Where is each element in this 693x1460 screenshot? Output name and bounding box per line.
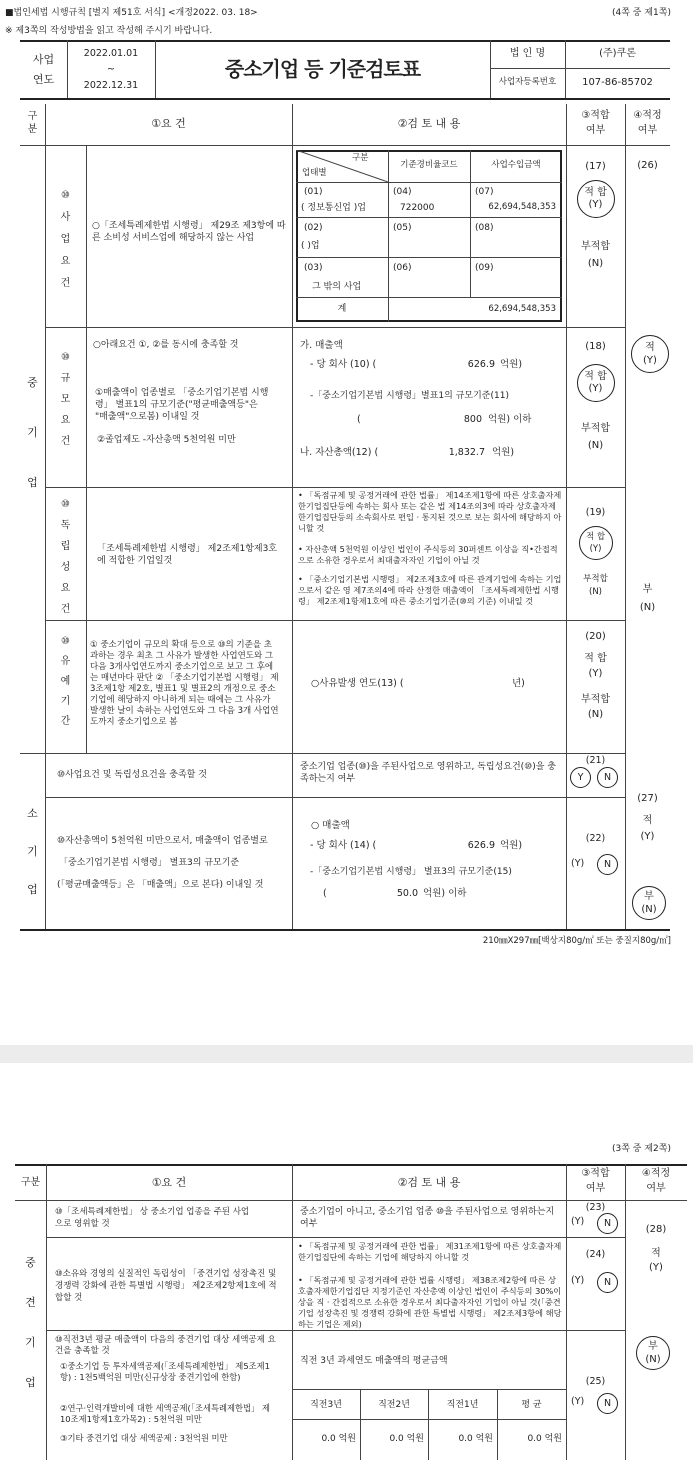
small-eligible: (27) 적 (Y) xyxy=(637,793,658,842)
write-note: ※ 제3쪽의 작성방법을 읽고 작성해 주시기 바랍니다. xyxy=(5,26,213,36)
s105-fit-no: (21) xyxy=(585,755,606,766)
page-number: (4쪽 중 제1쪽) xyxy=(612,8,671,18)
s108-bullet-2: • 「독점규제 및 공정거래에 관한 법률 시행령」 제38조제2항에 따른 상호출자제한기업집단 지정기준인 자산총액 이상인 법인이 주식등의 30%이상을 직 · 간접적으로 소유한 경우로서 최다출자자인 기업이 아닐 것(「중견기업 성장촉진 및 경쟁력 강화에 관한 특별법 시행령」 제2조제3항에 해당하는 기업은 제외) xyxy=(298,1275,562,1329)
col-fit: ③적합 여부 xyxy=(581,110,610,136)
col-gubun: 구 분 xyxy=(27,111,38,135)
s103-fit: (19) 적 합 (Y) 부적합 (N) xyxy=(566,507,625,599)
col-gubun: 구분 xyxy=(20,1177,41,1188)
s103-requirement: 「조세특례제한법 시행령」 제2조제1항제3호에 적합한 기업일것 xyxy=(97,544,278,567)
side-small: 소 기 업 xyxy=(27,807,38,896)
s105-y-mark: Y xyxy=(570,767,591,788)
s107-review: 중소기업이 아니고, 중소기업 업종 ⑩을 주된사업으로 영위하는지 여부 xyxy=(300,1207,555,1229)
s107-n-mark: N xyxy=(597,1213,618,1234)
s105-review: 중소기업 업종(⑩)을 주된사업으로 영위하고, 독립성요건(⑩)을 충족하는지 여부 xyxy=(300,762,557,784)
s101-sales: 62,694,548,353 xyxy=(488,202,556,212)
s105-requirement: ⑩사업요건 및 독립성요건을 충족할 것 xyxy=(57,770,207,780)
s109-req-1: ①중소기업 등 투자세액공제(「조세특례제한법」 제5조제1항) : 1천5백억원 미만(신규상장 중견기업에 한함) xyxy=(60,1361,270,1382)
s101-total: 62,694,548,353 xyxy=(488,304,556,314)
s107-requirement: ⑩「조세특례제한법」 상 중소기업 업종을 주된 사업으로 영위할 것 xyxy=(55,1207,250,1229)
form-rule: ■법인세법 시행규칙 [별지 제51호 서식] <개정2022. 03. 18> xyxy=(5,8,258,18)
s109-review: 직전 3년 과세연도 매출액의 평균금액 xyxy=(300,1356,448,1366)
fit-yes-mark: 적 합 (Y) xyxy=(577,180,615,218)
s103-label: ⑩ 독 립 성 요 건 xyxy=(60,499,71,615)
s101-requirement: ○「조세특례제한법 시행령」 제29조 제3항에 따른 소비성 서비스업에 해당하지 않는 사업 xyxy=(92,221,286,244)
sme-eligible-no: (26) xyxy=(637,160,658,171)
col-eligible: ④적정 여부 xyxy=(641,1168,671,1194)
biz-year-label: 사업 연도 xyxy=(32,53,55,86)
s106-fit-no: (22) xyxy=(585,833,606,844)
s106-req-2: 「중소기업기본법 시행령」 별표3의 규모기준 xyxy=(59,858,240,868)
biz-period: 2022.01.01 ~ 2022.12.31 xyxy=(67,46,155,94)
biz-no-label: 사업자등록번호 xyxy=(498,77,557,87)
s107-y: (Y) xyxy=(571,1216,585,1227)
s101-label: ⑩ 사 업 요 건 xyxy=(60,190,71,289)
form-title: 중소기업 등 기준검토표 xyxy=(224,57,421,81)
s102-sales: 626.9 xyxy=(467,359,495,370)
s109-y: (Y) xyxy=(571,1396,585,1407)
page-2: (3쪽 중 제2쪽) 구분 ①요 건 ②검 토 내 용 ③적합 여부 ④적정 여부 중 견 기 업 ⑩「조세특례제한법」 상 중소기업 업종을 주된 사업으로 영위할 것 중소기업이 아니고, 중소기업 업종 ⑩을 주된사업으로 영위하는지 여부 (23) (Y) N ⑩소유와 경영의 실질적인 독립성이 「중견기업 성장촉진 및 경쟁력 강화에 관한 특별법 시행령」 제2조제2항제1호에 적합할 것 • 「독점규제 및 공정거래에 관한 법률」 제31조제1항에 따른 상호출자제한기업집단에 속하는 기업에 해당하지 아니할 것 • 「독점규제 및 공정거래에 관한 법률 시행령」 제38조제2항에 따른 상호출자제한기업집단 지정기준인 자산총액 이상인 법인이 주식등의 30%이상을 직 · 간접적으로 소유한 경우로서 최다출자자인 기업이 아닐 것(「중견기업 성장촉진 및 경쟁력 강화에 관한 특별법 시행령」 제2조제3항에 해당하는 기업은 제외) (24) (Y) N ⑩직전3년 평균 매출액이 다음의 중견기업 대상 세액공제 요건을 충족할 것 ①중소기업 등 투자세액공제(「조세특례제한법」 제5조제1항) : 1천5백억원 미만(신규상장 중견기업에 한함) ②연구·인력개발비에 대한 세액공제(「조세특례제한법」 제10조제1항제1호가목2) : 5천억원 미만 ③기타 중견기업 대상 세액공제 : 3천억원 미만 직전 3년 과세연도 매출액의 평균금액 직전3년 직전2년 직전1년 평 균 0.0 억원 0.0 억원 0.0 억원 0.0 억원 (25) (Y) N (28) 적 (Y) 부 (N) xyxy=(0,1063,693,1460)
s104-fit: (20) 적 합 (Y) 부적합 (N) xyxy=(581,631,610,720)
midsize-eligible-no-mark: 부 (N) xyxy=(636,1336,670,1370)
s108-bullet-1: • 「독점규제 및 공정거래에 관한 법률」 제31조제1항에 따른 상호출자제한기업집단에 속하는 기업에 해당하지 아니할 것 xyxy=(298,1241,562,1262)
s108-y: (Y) xyxy=(571,1275,585,1286)
s101-code: 722000 xyxy=(400,203,435,213)
side-midsize: 중 견 기 업 xyxy=(25,1256,36,1389)
s109-n-mark: N xyxy=(597,1393,618,1414)
s106-limit: 50.0 xyxy=(396,888,418,899)
s102-req-graduation: ②졸업제도 -자산총액 5천억원 미만 xyxy=(97,435,236,445)
col-requirement: ①요 건 xyxy=(151,1176,187,1189)
s108-n-mark: N xyxy=(597,1272,618,1293)
corp-name-label: 법 인 명 xyxy=(509,48,546,59)
s102-req-main: ○아래요건 ①, ②를 동시에 충족할 것 xyxy=(93,340,239,350)
s103-bullet-2: • 자산총액 5천억원 이상인 법인이 주식등의 30퍼센트 이상을 직•간접적으로 소유한 경우로서 최대출자자인 기업이 아닐 것 xyxy=(298,544,558,565)
side-sme: 중 기 업 xyxy=(27,376,38,489)
col-fit: ③적합 여부 xyxy=(581,1168,610,1194)
s108-requirement: ⑩소유와 경영의 실질적인 독립성이 「중견기업 성장촉진 및 경쟁력 강화에 관한 특별법 시행령」 제2조제2항제1호에 적합할 것 xyxy=(55,1269,277,1303)
s107-fit-no: (23) xyxy=(585,1202,606,1213)
corp-name: (주)쿠론 xyxy=(599,48,636,59)
fit-yes-mark: 적 합 (Y) xyxy=(577,364,615,402)
s104-requirement: ① 중소기업이 규모의 확대 등으로 ⑩의 기준을 초과하는 경우 최초 그 사유가 발생한 사업연도와 그 다음 3개사업연도까지 중소기업으로 보고 그 후에는 매년마다 판단 ② 「중소기업기본법 시행령」 제3조제1항 제2호, 별표1 및 별표2의 개정으로 중소기업에 해당하지 아니하게 되는 때에는 그 사유가 발생한 날이 속하는 사업연도와 그 다음 3개 사업연도까지 중소기업으로 봄 xyxy=(90,640,279,727)
col-review: ②검 토 내 용 xyxy=(397,117,461,130)
s105-n-mark: N xyxy=(597,767,618,788)
s102-assets: 1,832.7 xyxy=(448,447,485,458)
page-number: (3쪽 중 제2쪽) xyxy=(612,1144,671,1154)
fit-yes-mark: 적 합 (Y) xyxy=(579,526,613,560)
s109-req-title: ⑩직전3년 평균 매출액이 다음의 중견기업 대상 세액공제 요건을 충족할 것 xyxy=(55,1335,276,1356)
page-1: ■법인세법 시행규칙 [별지 제51호 서식] <개정2022. 03. 18> (4쪽 중 제1쪽) ※ 제3쪽의 작성방법을 읽고 작성해 주시기 바랍니다. 사업 연도 2022.01.01 ~ 2022.12.31 중소기업 등 기준검토표 법 인 명 (주)쿠론 사업자등록번호 107-86-85702 구 분 ①요 건 ②검 토 내 용 ③적합 여부 ④적정 여부 중 기 업 소 기 업 ⑩ 사 업 요 건 ○「조세특례제한법 시행령」 제29조 제3항에 따른 소비성 서비스업에 해당하지 않는 사업 구분 업태별 기준경비율코드 사업수입금액 (01) ( 정보통신업 )업 (04) 722000 (07) 62,694,548,353 (02) ( )업 (05) (08) (03) 그 밖의 사업 (06) (09) 계 62,694,548,353 (17) 적 합 (Y) 부적합 (N) ⑩ 규 모 요 건 ○아래요건 ①, ②를 동시에 충족할 것 ①매출액이 업종별로 「중소기업기본법 시행령」 별표1의 규모기준("평균매출액등"은 "매출액"으로봄) 이내일 것 ②졸업제도 -자산총액 5천억원 미만 가. 매출액 - 당 회사 (10) ( 626.9 억원) -「중소기업기본법 시행령」별표1의 규모기준(11) ( 800 억원) 이하 나. 자산총액(12) ( 1,832.7 억원) (18) 적 합 (Y) 부적합 (N) ⑩ 독 립 성 요 건 「조세특례제한법 시행령」 제2조제1항제3호에 적합한 기업일것 • 「독점규제 및 공정거래에 관한 법률」 제14조제1항에 따른 상호출자제한기업집단등에 속하는 회사 또는 같은 법 제14조의3에 따라 상호출자제한기업집단등의 소속회사로 편입 · 통지된 것으로 보는 회사에 해당하지 아니할 것 • 자산총액 5천억원 이상인 법인이 주식등의 30퍼센트 이상을 직•간접적으로 소유한 경우로서 최대출자자인 기업이 아닐 것 • 「중소기업기본법 시행령」 제2조제3호에 따른 관계기업에 속하는 기업으로서 같은 영 제7조의4에 따라 산정한 매출액이 「조세특례제한법 시행령」 제2조제1항제1호에 따른 중소기업기준(⑩의 기준) 이내일 것 (19) 적 합 (Y) 부적합 (N) ⑩ 유 예 기 간 ① 중소기업이 규모의 확대 등으로 ⑩의 기준을 초과하는 경우 최초 그 사유가 발생한 사업연도와 그 다음 3개사업연도까지 중소기업으로 보고 그 후에는 매년마다 판단 ② 「중소기업기본법 시행령」 제3조제1항 제2호, 별표1 및 별표2의 개정으로 중소기업에 해당하지 아니하게 되는 때에는 그 사유가 발생한 날이 속하는 사업연도와 그 다음 3개 사업연도까지 중소기업으로 봄 ○사유발생 연도(13) ( 년) (20) 적 합 (Y) 부적합 (N) (26) 적 (Y) 부 (N) ⑩사업요건 및 독립성요건을 충족할 것 중소기업 업종(⑩)을 주된사업으로 영위하고, 독립성요건(⑩)을 충족하는지 여부 (21) Y N ⑩자산총액이 5천억원 미만으로서, 매출액이 업종별로 「중소기업기본법 시행령」 별표3의 규모기준 (「평균매출액등」은 「매출액」으로 본다) 이내일 것 ○ 매출액 - 당 회사 (14) ( 626.9 억원) -「중소기업기본법 시행령」 별표3의 규모기준(15) ( 50.0 억원) 이하 (22) (Y) N (27) 적 (Y) 부 (N) 210㎜X297㎜[백상지80g/㎡ 또는 중질지80g/㎡] xyxy=(0,0,693,1045)
col-requirement: ①요 건 xyxy=(151,117,186,130)
sales-average: 0.0 억원 xyxy=(527,1434,562,1444)
midsize-eligible: (28) 적 (Y) xyxy=(645,1224,667,1273)
paper-spec: 210㎜X297㎜[백상지80g/㎡ 또는 중질지80g/㎡] xyxy=(482,936,671,946)
s109-fit-no: (25) xyxy=(585,1376,606,1387)
s104-label: ⑩ 유 예 기 간 xyxy=(60,636,71,727)
s102-fit: (18) 적 합 (Y) 부적합 (N) xyxy=(566,340,625,453)
sme-eligible-no-option: 부 (N) xyxy=(639,584,656,613)
sales-1yr-ago: 0.0 억원 xyxy=(458,1434,493,1444)
s102-req-sales: ①매출액이 업종별로 「중소기업기본법 시행령」 별표1의 규모기준("평균매출액등"은 "매출액"으로봄) 이내일 것 xyxy=(95,388,269,423)
s106-y: (Y) xyxy=(571,858,585,869)
s104-review: ○사유발생 연도(13) ( xyxy=(311,678,404,689)
biz-no: 107-86-85702 xyxy=(582,77,653,88)
col-eligible: ④적정 여부 xyxy=(633,110,662,136)
s106-n-mark: N xyxy=(597,854,618,875)
page-separator xyxy=(0,1045,693,1063)
s106-req-3: (「평균매출액등」은 「매출액」으로 본다) 이내일 것 xyxy=(57,880,264,890)
s103-bullet-1: • 「독점규제 및 공정거래에 관한 법률」 제14조제1항에 따른 상호출자제한기업집단등에 속하는 회사 또는 같은 법 제14조의3에 따라 상호출자제한기업집단등의 소속회사로 편입 · 통지된 것으로 보는 회사에 해당하지 아니할 것 xyxy=(298,490,562,533)
s109-req-2: ②연구·인력개발비에 대한 세액공제(「조세특례제한법」 제10조제1항제1호가목2) : 5천억원 미만 xyxy=(60,1403,270,1424)
col-review: ②검 토 내 용 xyxy=(397,1176,461,1189)
sales-3yr-ago: 0.0 억원 xyxy=(321,1434,356,1444)
small-eligible-no-mark: 부 (N) xyxy=(632,886,666,920)
s106-sales: 626.9 xyxy=(467,840,495,851)
period-from: 2022.01.01 xyxy=(83,48,139,59)
s106-req-1: ⑩자산총액이 5천억원 미만으로서, 매출액이 업종별로 xyxy=(57,836,268,846)
s102-limit: 800 xyxy=(463,414,482,425)
s102-label: ⑩ 규 모 요 건 xyxy=(60,352,71,447)
sme-eligible-yes-mark: 적 (Y) xyxy=(631,335,669,373)
sales-2yr-ago: 0.0 억원 xyxy=(389,1434,424,1444)
period-to: 2022.12.31 xyxy=(83,80,139,91)
s109-req-3: ③기타 중견기업 대상 세액공제 : 3천억원 미만 xyxy=(60,1433,228,1443)
s101-fit: (17) 적 합 (Y) 부적합 (N) xyxy=(566,160,625,271)
s108-fit-no: (24) xyxy=(585,1249,606,1260)
s103-bullet-3: • 「중소기업기본법 시행령」 제2조제3호에 따른 관계기업에 속하는 기업으로서 같은 영 제7조의4에 따라 산정한 매출액이 「조세특례제한법 시행령」 제2조제1항제1호에 따른 중소기업기준(⑩의 기준) 이내일 것 xyxy=(298,574,562,606)
